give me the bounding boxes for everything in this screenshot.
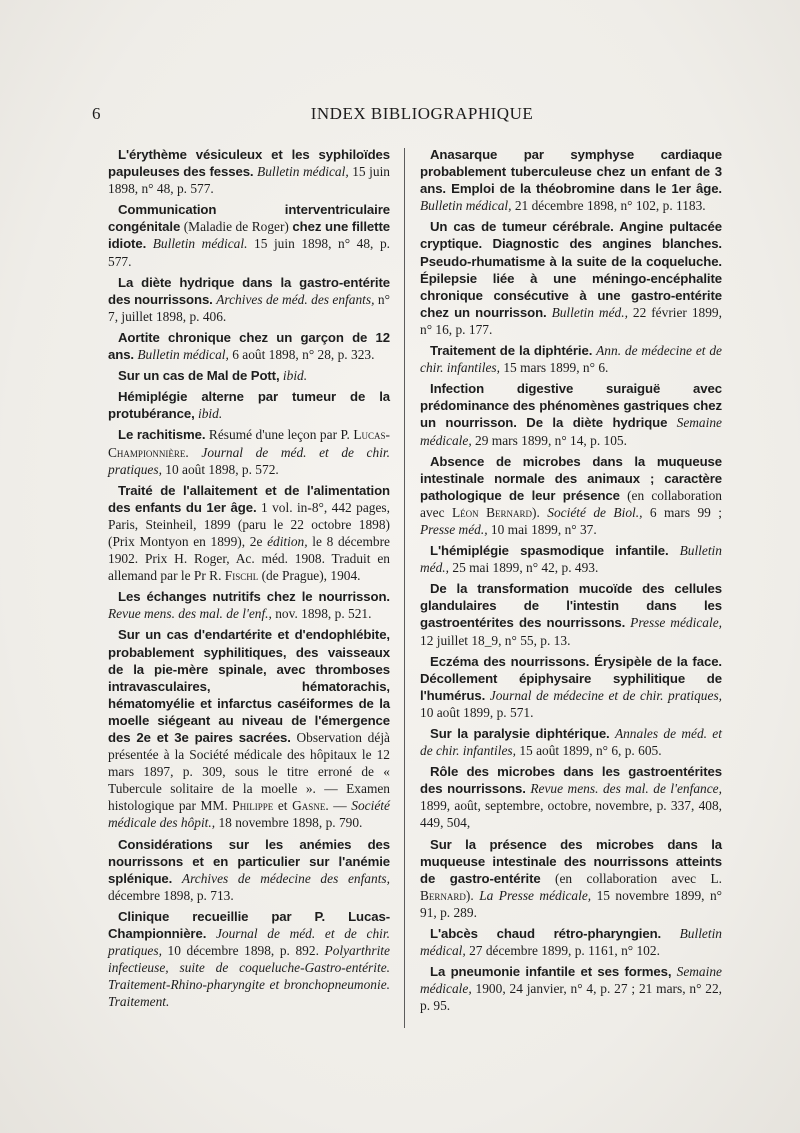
bibliography-entry: Aortite chronique chez un garçon de 12 ans. Bulletin médical, 6 août 1898, n° 28, p. 323. xyxy=(108,329,390,363)
bibliography-entry: Sur la présence des microbes dans la muqueuse intestinale des nourrissons atteints de gastro-entérite (en collaboration avec L. Bernard). La Presse médicale, 15 novembre 1899, n° 91, p. 289. xyxy=(420,836,722,920)
bibliography-entry: L'abcès chaud rétro-pharyngien. Bulletin médical, 27 décembre 1899, p. 1161, n° 102. xyxy=(420,926,722,959)
bibliography-entry: Sur un cas d'endartérite et d'endophlébite, probablement syphilitiques, des vaisseaux de la pie-mère spinale, avec thromboses intravasculaires, hématorachis, hématomyélie et infarctus caséiformes de la moelle siégeant au niveau de l'émergence des 2e et 3e paires sacrées. Observation déjà présentée à la Société médicale des hôpitaux le 12 mars 1897, p. 309, sous le titre erroné de « Tubercule solitaire de la moelle ». — Examen histologique par MM. Philippe et Gasne. — Société médicale des hôpit., 18 novembre 1898, p. 790. xyxy=(108,627,390,831)
right-column xyxy=(420,146,722,1019)
bibliography-entry: Anasarque par symphyse cardiaque probablement tuberculeuse chez un enfant de 3 ans. Emploi de la théobromine dans le 1er âge. Bulletin médical, 21 décembre 1898, n° 102, p. 1183. xyxy=(420,147,722,214)
bibliography-entry: La diète hydrique dans la gastro-entérite des nourrissons. Archives de méd. des enfants, n° 7, juillet 1898, p. 406. xyxy=(108,274,390,324)
bibliography-entry: Absence de microbes dans la muqueuse intestinale normale des animaux ; caractère pathologique de leur présence (en collaboration avec Léon Bernard). Société de Biol., 6 mars 99 ; Presse méd., 10 mai 1899, n° 37. xyxy=(420,453,722,537)
page-header xyxy=(92,104,752,126)
bibliography-entry: L'hémiplégie spasmodique infantile. Bulletin méd., 25 mai 1899, n° 42, p. 493. xyxy=(420,543,722,576)
bibliography-entry: Eczéma des nourrissons. Érysipèle de la face. Décollement épiphysaire syphilitique de l'humérus. Journal de médecine et de chir. pratiques, 10 août 1899, p. 571. xyxy=(420,653,722,720)
bibliography-entry: Hémiplégie alterne par tumeur de la protubérance, ibid. xyxy=(108,389,390,422)
bibliography-entry: Communication interventriculaire congénitale (Maladie de Roger) chez une fillette idiote. Bulletin médical. 15 juin 1898, n° 48, p. 577. xyxy=(108,202,391,269)
bibliography-entry: Traitement de la diphtérie. Ann. de médecine et de chir. infantiles, 15 mars 1899, n° 6. xyxy=(420,343,722,376)
bibliography-entry: Traité de l'allaitement et de l'alimentation des enfants du 1er âge. 1 vol. in-8°, 442 pages, Paris, Steinheil, 1899 (paru le 22 octobre 1898) (Prix Montyon en 1899), 2e édition, le 8 décembre 1902. Prix H. Roger, Ac. méd. 1908. Traduit en allemand par le Pr R. Fischl (de Prague), 1904. xyxy=(108,482,390,584)
page-number: 6 xyxy=(92,104,101,123)
bibliography-entry: L'érythème vésiculeux et les syphiloïdes papuleuses des fesses. Bulletin médical, 15 juin 1898, n° 48, p. 577. xyxy=(108,147,390,197)
column-divider xyxy=(404,148,405,1028)
left-column xyxy=(108,146,390,1015)
page-title: INDEX BIBLIOGRAPHIQUE xyxy=(310,104,534,123)
bibliography-entry: Considérations sur les anémies des nourrissons et en particulier sur l'anémie splénique. Archives de médecine des enfants, décembre 1898, p. 713. xyxy=(108,836,390,903)
bibliography-entry: La pneumonie infantile et ses formes, Semaine médicale, 1900, 24 janvier, n° 4, p. 27 ; 21 mars, n° 22, p. 95. xyxy=(420,964,722,1014)
bibliography-entry: Sur la paralysie diphtérique. Annales de méd. et de chir. infantiles, 15 août 1899, n° 6, p. 605. xyxy=(420,726,722,759)
bibliography-entry: Sur un cas de Mal de Pott, ibid. xyxy=(118,368,308,384)
bibliography-entry: Infection digestive suraiguë avec prédominance des phénomènes gastriques chez un nourrisson. De la diète hydrique Semaine médicale, 29 mars 1899, n° 14, p. 105. xyxy=(420,381,722,448)
bibliography-entry: Rôle des microbes dans les gastroentérites des nourrissons. Revue mens. des mal. de l'enfance, 1899, août, septembre, octobre, novembre, p. 337, 408, 449, 504, xyxy=(420,764,722,831)
bibliography-entry: De la transformation mucoïde des cellules glandulaires de l'intestin dans les gastroentérites des nourrissons. Presse médicale, 12 juillet 18_9, n° 55, p. 13. xyxy=(420,581,722,648)
bibliography-entry: Les échanges nutritifs chez le nourrisson. Revue mens. des mal. de l'enf., nov. 1898, p. 521. xyxy=(108,589,390,622)
bibliography-entry: Un cas de tumeur cérébrale. Angine pultacée cryptique. Diagnostic des angines blanches. Pseudo-rhumatisme à la suite de la coqueluche. Épilepsie liée à une méningo-encéphalite chronique consécutive à une gastro-entérite chez un nourrisson. Bulletin méd., 22 février 1899, n° 16, p. 177. xyxy=(420,219,722,337)
bibliography-entry: Clinique recueillie par P. Lucas-Championnière. Journal de méd. et de chir. pratiques, 10 décembre 1898, p. 892. Polyarthrite infectieuse, suite de coqueluche-Gastro-entérite. Traitement-Rhino-pharyngite et bronchopneumonie. Traitement. xyxy=(108,908,390,1010)
bibliography-entry: Le rachitisme. Résumé d'une leçon par P. Lucas-Championnière. Journal de méd. et de chir. pratiques, 10 août 1898, p. 572. xyxy=(108,427,390,477)
